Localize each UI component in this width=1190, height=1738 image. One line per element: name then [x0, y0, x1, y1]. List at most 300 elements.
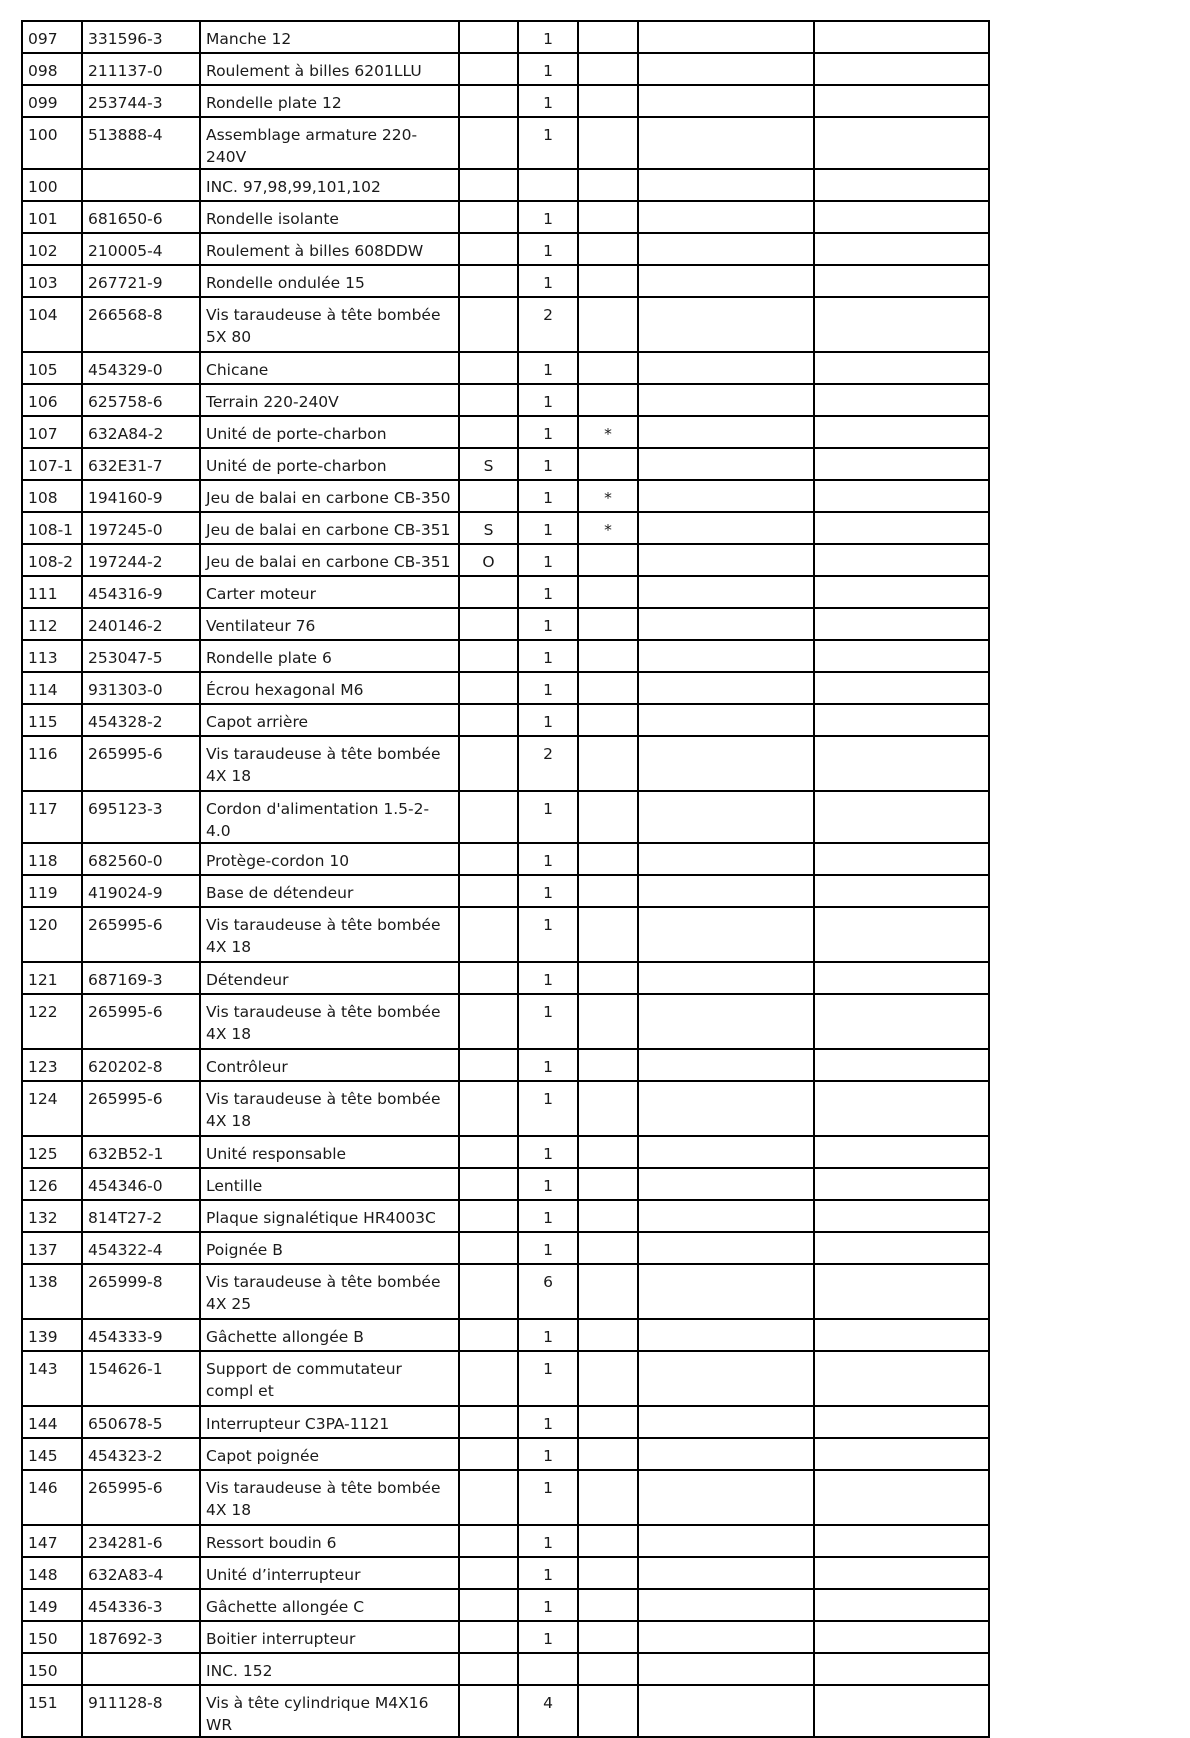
item-number-cell: 111	[22, 576, 82, 608]
quantity-cell: 1	[518, 448, 578, 480]
item-number-cell: 150	[22, 1621, 82, 1653]
empty-cell	[814, 1557, 989, 1589]
empty-cell	[814, 1621, 989, 1653]
quantity-cell: 2	[518, 297, 578, 352]
description-cell: Écrou hexagonal M6	[200, 672, 459, 704]
empty-cell	[638, 1049, 814, 1081]
empty-cell	[814, 962, 989, 994]
quantity-cell: 1	[518, 704, 578, 736]
empty-cell	[638, 384, 814, 416]
description-cell: Jeu de balai en carbone CB-351	[200, 544, 459, 576]
note-cell	[578, 1351, 638, 1406]
description-cell: Jeu de balai en carbone CB-351	[200, 512, 459, 544]
part-number-cell: 265995-6	[82, 736, 200, 791]
note-cell	[578, 544, 638, 576]
item-number-cell: 144	[22, 1406, 82, 1438]
note-cell	[578, 448, 638, 480]
quantity-cell: 1	[518, 85, 578, 117]
description-cell: Roulement à billes 6201LLU	[200, 53, 459, 85]
description-cell: Boitier interrupteur	[200, 1621, 459, 1653]
item-number-cell: 108-2	[22, 544, 82, 576]
part-number-cell: 454329-0	[82, 352, 200, 384]
empty-cell	[814, 576, 989, 608]
item-number-cell: 117	[22, 791, 82, 843]
part-number-cell: 454316-9	[82, 576, 200, 608]
empty-cell	[638, 736, 814, 791]
empty-cell	[814, 875, 989, 907]
variant-cell	[459, 297, 518, 352]
part-number-cell: 513888-4	[82, 117, 200, 169]
variant-cell	[459, 875, 518, 907]
item-number-cell: 150	[22, 1653, 82, 1685]
item-number-cell: 119	[22, 875, 82, 907]
note-cell: *	[578, 512, 638, 544]
note-cell	[578, 1557, 638, 1589]
variant-cell	[459, 791, 518, 843]
empty-cell	[814, 1319, 989, 1351]
empty-cell	[638, 791, 814, 843]
note-cell	[578, 1232, 638, 1264]
variant-cell: S	[459, 448, 518, 480]
empty-cell	[638, 1525, 814, 1557]
empty-cell	[814, 1653, 989, 1685]
note-cell	[578, 1049, 638, 1081]
item-number-cell: 137	[22, 1232, 82, 1264]
quantity-cell: 1	[518, 576, 578, 608]
empty-cell	[638, 994, 814, 1049]
part-number-cell: 197245-0	[82, 512, 200, 544]
item-number-cell: 121	[22, 962, 82, 994]
quantity-cell: 1	[518, 1168, 578, 1200]
table-row	[22, 1136, 989, 1168]
note-cell	[578, 233, 638, 265]
empty-cell	[638, 1470, 814, 1525]
note-cell	[578, 1438, 638, 1470]
description-cell: Poignée B	[200, 1232, 459, 1264]
note-cell	[578, 53, 638, 85]
empty-cell	[638, 201, 814, 233]
empty-cell	[638, 907, 814, 962]
description-cell: Jeu de balai en carbone CB-350	[200, 480, 459, 512]
empty-cell	[638, 85, 814, 117]
part-number-cell: 814T27-2	[82, 1200, 200, 1232]
table-row	[22, 1081, 989, 1136]
variant-cell	[459, 1685, 518, 1737]
note-cell	[578, 672, 638, 704]
empty-cell	[638, 1438, 814, 1470]
table-row	[22, 1438, 989, 1470]
variant-cell	[459, 169, 518, 201]
item-number-cell: 107-1	[22, 448, 82, 480]
item-number-cell: 116	[22, 736, 82, 791]
empty-cell	[638, 1685, 814, 1737]
description-cell: Assemblage armature 220-240V	[200, 117, 459, 169]
item-number-cell: 122	[22, 994, 82, 1049]
table-row	[22, 169, 989, 201]
description-cell: INC. 97,98,99,101,102	[200, 169, 459, 201]
variant-cell	[459, 1621, 518, 1653]
table-row	[22, 1200, 989, 1232]
item-number-cell: 125	[22, 1136, 82, 1168]
quantity-cell: 1	[518, 384, 578, 416]
item-number-cell: 108-1	[22, 512, 82, 544]
empty-cell	[814, 1406, 989, 1438]
table-row	[22, 962, 989, 994]
empty-cell	[638, 704, 814, 736]
empty-cell	[814, 1136, 989, 1168]
item-number-cell: 105	[22, 352, 82, 384]
note-cell	[578, 736, 638, 791]
empty-cell	[638, 1136, 814, 1168]
empty-cell	[638, 608, 814, 640]
variant-cell	[459, 85, 518, 117]
part-number-cell: 687169-3	[82, 962, 200, 994]
table-row	[22, 1653, 989, 1685]
variant-cell	[459, 994, 518, 1049]
empty-cell	[638, 448, 814, 480]
description-cell: Gâchette allongée C	[200, 1589, 459, 1621]
quantity-cell: 1	[518, 1136, 578, 1168]
variant-cell	[459, 1406, 518, 1438]
note-cell	[578, 704, 638, 736]
description-cell: Détendeur	[200, 962, 459, 994]
quantity-cell: 1	[518, 1319, 578, 1351]
note-cell	[578, 843, 638, 875]
part-number-cell: 253744-3	[82, 85, 200, 117]
quantity-cell: 1	[518, 907, 578, 962]
quantity-cell: 1	[518, 512, 578, 544]
empty-cell	[814, 608, 989, 640]
description-cell: Vis taraudeuse à tête bombée 4X 18	[200, 1081, 459, 1136]
quantity-cell: 1	[518, 1232, 578, 1264]
empty-cell	[814, 1351, 989, 1406]
empty-cell	[638, 1589, 814, 1621]
table-row	[22, 1589, 989, 1621]
empty-cell	[638, 480, 814, 512]
variant-cell	[459, 1525, 518, 1557]
empty-cell	[814, 1525, 989, 1557]
variant-cell	[459, 736, 518, 791]
note-cell	[578, 384, 638, 416]
empty-cell	[814, 53, 989, 85]
quantity-cell: 1	[518, 352, 578, 384]
variant-cell	[459, 265, 518, 297]
table-row	[22, 704, 989, 736]
note-cell	[578, 352, 638, 384]
item-number-cell: 104	[22, 297, 82, 352]
variant-cell	[459, 1168, 518, 1200]
note-cell	[578, 994, 638, 1049]
variant-cell	[459, 1264, 518, 1319]
empty-cell	[638, 416, 814, 448]
part-number-cell: 267721-9	[82, 265, 200, 297]
empty-cell	[638, 1168, 814, 1200]
empty-cell	[814, 1264, 989, 1319]
empty-cell	[638, 297, 814, 352]
table-row	[22, 1168, 989, 1200]
empty-cell	[638, 512, 814, 544]
variant-cell	[459, 53, 518, 85]
description-cell: Carter moteur	[200, 576, 459, 608]
note-cell	[578, 576, 638, 608]
table-row	[22, 640, 989, 672]
description-cell: Vis taraudeuse à tête bombée 4X 18	[200, 1470, 459, 1525]
empty-cell	[638, 1200, 814, 1232]
variant-cell	[459, 576, 518, 608]
part-number-cell: 681650-6	[82, 201, 200, 233]
empty-cell	[814, 265, 989, 297]
quantity-cell: 1	[518, 1200, 578, 1232]
parts-table-body	[22, 21, 989, 1737]
table-row	[22, 544, 989, 576]
variant-cell	[459, 233, 518, 265]
quantity-cell: 1	[518, 544, 578, 576]
item-number-cell: 147	[22, 1525, 82, 1557]
item-number-cell: 099	[22, 85, 82, 117]
part-number-cell: 682560-0	[82, 843, 200, 875]
quantity-cell: 1	[518, 791, 578, 843]
variant-cell	[459, 1049, 518, 1081]
description-cell: Vis taraudeuse à tête bombée 4X 18	[200, 736, 459, 791]
item-number-cell: 107	[22, 416, 82, 448]
table-row	[22, 384, 989, 416]
empty-cell	[814, 1685, 989, 1737]
empty-cell	[638, 1319, 814, 1351]
description-cell: Support de commutateur compl et	[200, 1351, 459, 1406]
note-cell	[578, 1653, 638, 1685]
empty-cell	[814, 85, 989, 117]
item-number-cell: 124	[22, 1081, 82, 1136]
part-number-cell: 632A84-2	[82, 416, 200, 448]
item-number-cell: 103	[22, 265, 82, 297]
empty-cell	[638, 962, 814, 994]
description-cell: Unité de porte-charbon	[200, 448, 459, 480]
variant-cell	[459, 384, 518, 416]
quantity-cell: 1	[518, 480, 578, 512]
item-number-cell: 114	[22, 672, 82, 704]
part-number-cell: 265995-6	[82, 994, 200, 1049]
quantity-cell: 1	[518, 201, 578, 233]
quantity-cell: 1	[518, 875, 578, 907]
variant-cell	[459, 480, 518, 512]
empty-cell	[638, 1081, 814, 1136]
note-cell	[578, 169, 638, 201]
empty-cell	[638, 1653, 814, 1685]
note-cell	[578, 1264, 638, 1319]
empty-cell	[638, 169, 814, 201]
part-number-cell: 632B52-1	[82, 1136, 200, 1168]
description-cell: Roulement à billes 608DDW	[200, 233, 459, 265]
empty-cell	[814, 21, 989, 53]
note-cell	[578, 21, 638, 53]
empty-cell	[814, 544, 989, 576]
variant-cell	[459, 1081, 518, 1136]
table-row	[22, 480, 989, 512]
item-number-cell: 151	[22, 1685, 82, 1737]
quantity-cell: 1	[518, 1081, 578, 1136]
item-number-cell: 149	[22, 1589, 82, 1621]
part-number-cell: 931303-0	[82, 672, 200, 704]
empty-cell	[638, 265, 814, 297]
empty-cell	[814, 1438, 989, 1470]
table-row	[22, 608, 989, 640]
empty-cell	[814, 1049, 989, 1081]
description-cell: Contrôleur	[200, 1049, 459, 1081]
quantity-cell: 6	[518, 1264, 578, 1319]
part-number-cell: 265995-6	[82, 1081, 200, 1136]
empty-cell	[638, 1351, 814, 1406]
empty-cell	[638, 117, 814, 169]
variant-cell	[459, 640, 518, 672]
variant-cell	[459, 352, 518, 384]
quantity-cell	[518, 169, 578, 201]
quantity-cell: 1	[518, 1525, 578, 1557]
item-number-cell: 118	[22, 843, 82, 875]
item-number-cell: 097	[22, 21, 82, 53]
part-number-cell: 253047-5	[82, 640, 200, 672]
quantity-cell: 1	[518, 233, 578, 265]
variant-cell	[459, 21, 518, 53]
item-number-cell: 148	[22, 1557, 82, 1589]
table-row	[22, 875, 989, 907]
empty-cell	[638, 544, 814, 576]
part-number-cell: 650678-5	[82, 1406, 200, 1438]
quantity-cell: 1	[518, 53, 578, 85]
description-cell: Interrupteur C3PA-1121	[200, 1406, 459, 1438]
empty-cell	[814, 736, 989, 791]
part-number-cell: 154626-1	[82, 1351, 200, 1406]
note-cell	[578, 1525, 638, 1557]
empty-cell	[814, 994, 989, 1049]
variant-cell	[459, 1653, 518, 1685]
description-cell: Rondelle plate 6	[200, 640, 459, 672]
empty-cell	[814, 384, 989, 416]
quantity-cell: 1	[518, 416, 578, 448]
variant-cell	[459, 843, 518, 875]
note-cell	[578, 1470, 638, 1525]
item-number-cell: 145	[22, 1438, 82, 1470]
part-number-cell: 695123-3	[82, 791, 200, 843]
item-number-cell: 113	[22, 640, 82, 672]
note-cell	[578, 907, 638, 962]
quantity-cell: 1	[518, 1470, 578, 1525]
empty-cell	[638, 233, 814, 265]
description-cell: Ressort boudin 6	[200, 1525, 459, 1557]
empty-cell	[638, 576, 814, 608]
description-cell: Manche 12	[200, 21, 459, 53]
quantity-cell: 2	[518, 736, 578, 791]
table-row	[22, 352, 989, 384]
quantity-cell: 1	[518, 1049, 578, 1081]
description-cell: Ventilateur 76	[200, 608, 459, 640]
item-number-cell: 100	[22, 169, 82, 201]
table-row	[22, 791, 989, 843]
variant-cell	[459, 1351, 518, 1406]
description-cell: Unité responsable	[200, 1136, 459, 1168]
description-cell: INC. 152	[200, 1653, 459, 1685]
part-number-cell: 211137-0	[82, 53, 200, 85]
quantity-cell: 4	[518, 1685, 578, 1737]
variant-cell	[459, 608, 518, 640]
empty-cell	[814, 1200, 989, 1232]
quantity-cell	[518, 1653, 578, 1685]
variant-cell	[459, 1136, 518, 1168]
table-row	[22, 1319, 989, 1351]
description-cell: Capot poignée	[200, 1438, 459, 1470]
item-number-cell: 115	[22, 704, 82, 736]
table-row	[22, 53, 989, 85]
empty-cell	[814, 1232, 989, 1264]
empty-cell	[814, 352, 989, 384]
note-cell	[578, 1406, 638, 1438]
table-row	[22, 416, 989, 448]
quantity-cell: 1	[518, 1557, 578, 1589]
empty-cell	[638, 1557, 814, 1589]
item-number-cell: 123	[22, 1049, 82, 1081]
table-row	[22, 1525, 989, 1557]
empty-cell	[814, 297, 989, 352]
empty-cell	[638, 1264, 814, 1319]
empty-cell	[814, 1589, 989, 1621]
description-cell: Protège-cordon 10	[200, 843, 459, 875]
part-number-cell: 265999-8	[82, 1264, 200, 1319]
part-number-cell: 632A83-4	[82, 1557, 200, 1589]
note-cell	[578, 962, 638, 994]
empty-cell	[814, 672, 989, 704]
note-cell	[578, 1081, 638, 1136]
item-number-cell: 098	[22, 53, 82, 85]
empty-cell	[814, 480, 989, 512]
empty-cell	[638, 53, 814, 85]
quantity-cell: 1	[518, 962, 578, 994]
table-row	[22, 1264, 989, 1319]
note-cell: *	[578, 480, 638, 512]
item-number-cell: 146	[22, 1470, 82, 1525]
empty-cell	[814, 1470, 989, 1525]
table-row	[22, 117, 989, 169]
table-row	[22, 21, 989, 53]
variant-cell	[459, 1557, 518, 1589]
part-number-cell: 210005-4	[82, 233, 200, 265]
description-cell: Terrain 220-240V	[200, 384, 459, 416]
variant-cell	[459, 672, 518, 704]
note-cell	[578, 1685, 638, 1737]
empty-cell	[814, 201, 989, 233]
empty-cell	[814, 169, 989, 201]
table-row	[22, 85, 989, 117]
table-row	[22, 843, 989, 875]
item-number-cell: 106	[22, 384, 82, 416]
note-cell	[578, 608, 638, 640]
table-row	[22, 1685, 989, 1737]
empty-cell	[638, 672, 814, 704]
table-row	[22, 201, 989, 233]
item-number-cell: 102	[22, 233, 82, 265]
note-cell	[578, 297, 638, 352]
table-row	[22, 233, 989, 265]
note-cell	[578, 875, 638, 907]
empty-cell	[814, 233, 989, 265]
part-number-cell: 454336-3	[82, 1589, 200, 1621]
part-number-cell: 194160-9	[82, 480, 200, 512]
variant-cell	[459, 416, 518, 448]
table-row	[22, 297, 989, 352]
quantity-cell: 1	[518, 1438, 578, 1470]
note-cell	[578, 265, 638, 297]
description-cell: Unité de porte-charbon	[200, 416, 459, 448]
empty-cell	[638, 1232, 814, 1264]
empty-cell	[638, 843, 814, 875]
